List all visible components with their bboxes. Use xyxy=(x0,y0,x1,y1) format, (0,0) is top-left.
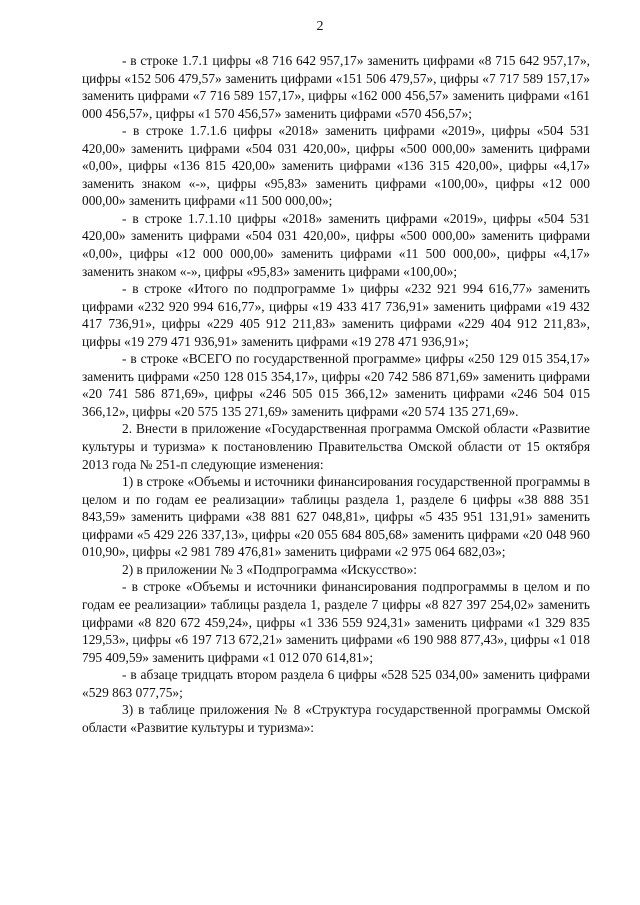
amendment-row-1-7-1-10: - в строке 1.7.1.10 цифры «2018» заменить цифрами «2019», цифры «504 531 420,00» заменить цифрами «504 031 420,00», цифры «500 000,00» заменить цифрами «0,00», цифры «12 000 000,00» заменить цифрами «11 500 000,00», цифры «4,17» заменить знаком «-», цифры «95,83» заменить цифрами «100,00»; xyxy=(82,210,590,279)
section-2-intro: 2. Внести в приложение «Государственная программа Омской области «Развитие культуры и туризма» к постановлению Правительства Омской области от 15 октября 2013 года № 251-п следующие изменения: xyxy=(82,421,590,472)
document-body xyxy=(82,52,590,736)
page-number: 2 xyxy=(316,19,324,34)
amendment-row-program-total: - в строке «ВСЕГО по государственной программе» цифры «250 129 015 354,17» заменить цифрами «250 128 015 354,17», цифры «20 742 586 871,69» заменить цифрами «20 741 586 871,69», цифры «246 505 015 366,12» заменить цифрами «246 504 015 366,12», цифры «20 575 135 271,69» заменить цифрами «20 574 135 271,69». xyxy=(82,351,590,419)
item-1-financing: 1) в строке «Объемы и источники финансирования государственной программы в целом и по годам ее реализации» таблицы раздела 1, разделе 6 цифры «38 888 351 843,59» заменить цифрами «38 881 627 048,81», цифры «5 435 951 131,91» заменить цифрами «5 429 226 337,13», цифры «20 055 684 805,68» заменить цифрами «20 048 960 010,90», цифры «2 981 789 476,81» заменить цифрами «2 975 064 682,03»; xyxy=(82,474,590,560)
item-2-paragraph-32: - в абзаце тридцать втором раздела 6 цифры «528 525 034,00» заменить цифрами «529 863 077,75»; xyxy=(82,667,590,700)
item-2-heading: 2) в приложении № 3 «Подпрограмма «Искусство»: xyxy=(122,561,417,577)
item-3-heading: 3) в таблице приложения № 8 «Структура государственной программы Омской области «Развитие культуры и туризма»: xyxy=(82,702,590,735)
amendment-row-1-7-1-6: - в строке 1.7.1.6 цифры «2018» заменить цифрами «2019», цифры «504 531 420,00» заменить цифрами «504 031 420,00», цифры «500 000,00» заменить цифрами «0,00», цифры «136 815 420,00» заменить цифрами «136 315 420,00», цифры «4,17» заменить знаком «-», цифры «95,83» заменить цифрами «100,00», цифры «12 000 000,00» заменить цифрами «11 500 000,00»; xyxy=(82,123,590,209)
amendment-row-1-7-1: - в строке 1.7.1 цифры «8 716 642 957,17» заменить цифрами «8 715 642 957,17», цифры «152 506 479,57» заменить цифрами «151 506 479,57», цифры «7 717 589 157,17» заменить цифрами «7 716 589 157,17», цифры «162 000 456,57» заменить цифрами «161 000 456,57», цифры «1 570 456,57» заменить цифрами «570 456,57»; xyxy=(82,53,590,121)
item-2-financing: - в строке «Объемы и источники финансирования подпрограммы в целом и по годам ее реализации» таблицы раздела 1, разделе 7 цифры «8 827 397 254,02» заменить цифрами «8 820 672 459,24», цифры «1 336 559 924,31» заменить цифрами «1 329 835 129,53», цифры «6 197 713 672,21» заменить цифрами «6 190 988 877,43», цифры «1 018 795 409,59» заменить цифрами «1 012 070 614,81»; xyxy=(82,579,590,665)
amendment-row-subprogram-total: - в строке «Итого по подпрограмме 1» цифры «232 921 994 616,77» заменить цифрами «232 920 994 616,77», цифры «19 433 417 736,91» заменить цифрами «19 432 417 736,91», цифры «229 405 912 211,83» заменить цифрами «229 404 912 211,83», цифры «19 279 471 936,91» заменить цифрами «19 278 471 936,91»; xyxy=(82,281,590,349)
